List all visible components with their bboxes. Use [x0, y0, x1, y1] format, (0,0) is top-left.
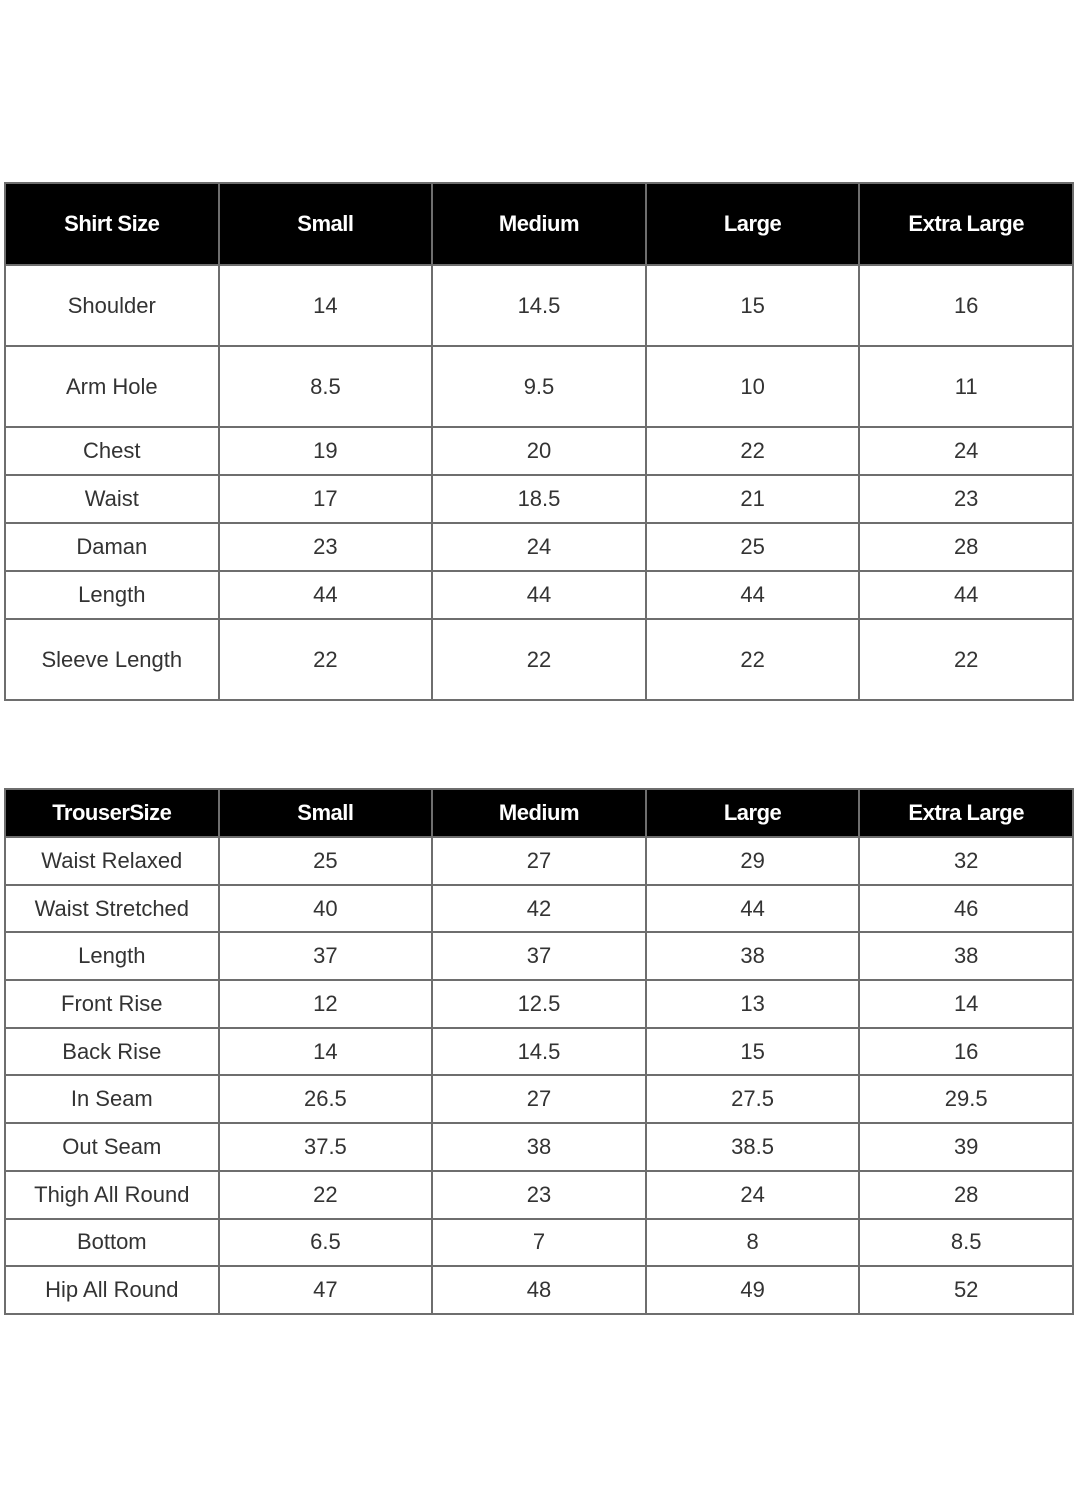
table-cell: 12: [219, 980, 433, 1028]
table-cell: 38: [646, 932, 860, 980]
table-cell: 18.5: [432, 475, 646, 523]
table-cell: 14: [219, 1028, 433, 1076]
table-cell: 37: [432, 932, 646, 980]
table-row: [5, 1028, 1073, 1076]
table-cell: 6.5: [219, 1219, 433, 1267]
table-cell: 38.5: [646, 1123, 860, 1171]
table-cell: 38: [859, 932, 1073, 980]
table-cell: 13: [646, 980, 860, 1028]
table-cell: 27: [432, 1075, 646, 1123]
table-cell: 37: [219, 932, 433, 980]
row-label: Daman: [5, 523, 219, 571]
row-label: Hip All Round: [5, 1266, 219, 1314]
table-cell: 27: [432, 837, 646, 885]
table-row: [5, 1171, 1073, 1219]
row-label: Length: [5, 932, 219, 980]
row-label: Waist Stretched: [5, 885, 219, 933]
table-row: [5, 1219, 1073, 1267]
row-label: In Seam: [5, 1075, 219, 1123]
table-cell: 37.5: [219, 1123, 433, 1171]
table-cell: 10: [646, 346, 860, 427]
table-cell: 24: [432, 523, 646, 571]
table-cell: 25: [219, 837, 433, 885]
table-cell: 15: [646, 1028, 860, 1076]
table-row: [5, 1075, 1073, 1123]
trouser-header-row: [5, 789, 1073, 837]
table-cell: 39: [859, 1123, 1073, 1171]
table-row: [5, 571, 1073, 619]
table-cell: 22: [646, 619, 860, 700]
row-label: Thigh All Round: [5, 1171, 219, 1219]
table-row: [5, 619, 1073, 700]
table-cell: 48: [432, 1266, 646, 1314]
row-label: Waist Relaxed: [5, 837, 219, 885]
table-cell: 47: [219, 1266, 433, 1314]
table-cell: 17: [219, 475, 433, 523]
table-cell: 44: [646, 885, 860, 933]
row-label: Back Rise: [5, 1028, 219, 1076]
shirt-header-extra-large: Extra Large: [859, 183, 1073, 265]
table-cell: 8: [646, 1219, 860, 1267]
table-cell: 12.5: [432, 980, 646, 1028]
shirt-size-table: [4, 182, 1074, 701]
table-cell: 23: [859, 475, 1073, 523]
table-cell: 20: [432, 427, 646, 475]
row-label: Chest: [5, 427, 219, 475]
table-cell: 27.5: [646, 1075, 860, 1123]
table-cell: 26.5: [219, 1075, 433, 1123]
table-cell: 22: [646, 427, 860, 475]
table-cell: 28: [859, 523, 1073, 571]
table-cell: 52: [859, 1266, 1073, 1314]
table-cell: 42: [432, 885, 646, 933]
trouser-header-extra-large: Extra Large: [859, 789, 1073, 837]
table-cell: 8.5: [859, 1219, 1073, 1267]
table-cell: 25: [646, 523, 860, 571]
table-cell: 14: [859, 980, 1073, 1028]
table-row: [5, 837, 1073, 885]
table-row: [5, 427, 1073, 475]
trouser-header-size: TrouserSize: [5, 789, 219, 837]
shirt-header-small: Small: [219, 183, 433, 265]
shirt-header-large: Large: [646, 183, 860, 265]
shirt-header-medium: Medium: [432, 183, 646, 265]
table-cell: 44: [646, 571, 860, 619]
table-cell: 32: [859, 837, 1073, 885]
row-label: Bottom: [5, 1219, 219, 1267]
table-row: [5, 1266, 1073, 1314]
table-cell: 14: [219, 265, 433, 346]
table-cell: 8.5: [219, 346, 433, 427]
table-cell: 49: [646, 1266, 860, 1314]
table-cell: 38: [432, 1123, 646, 1171]
table-cell: 46: [859, 885, 1073, 933]
trouser-header-medium: Medium: [432, 789, 646, 837]
table-cell: 22: [219, 1171, 433, 1219]
row-label: Front Rise: [5, 980, 219, 1028]
table-cell: 24: [646, 1171, 860, 1219]
table-cell: 40: [219, 885, 433, 933]
row-label: Length: [5, 571, 219, 619]
table-cell: 21: [646, 475, 860, 523]
table-cell: 44: [432, 571, 646, 619]
table-cell: 28: [859, 1171, 1073, 1219]
table-cell: 14.5: [432, 1028, 646, 1076]
table-cell: 23: [432, 1171, 646, 1219]
table-row: [5, 523, 1073, 571]
shirt-header-row: [5, 183, 1073, 265]
table-cell: 7: [432, 1219, 646, 1267]
table-cell: 29.5: [859, 1075, 1073, 1123]
table-cell: 11: [859, 346, 1073, 427]
row-label: Shoulder: [5, 265, 219, 346]
row-label: Sleeve Length: [5, 619, 219, 700]
table-cell: 22: [859, 619, 1073, 700]
row-label: Out Seam: [5, 1123, 219, 1171]
table-cell: 9.5: [432, 346, 646, 427]
table-cell: 15: [646, 265, 860, 346]
table-cell: 22: [432, 619, 646, 700]
table-cell: 44: [219, 571, 433, 619]
shirt-header-size: Shirt Size: [5, 183, 219, 265]
table-cell: 24: [859, 427, 1073, 475]
trouser-size-table: [4, 788, 1074, 1315]
trouser-header-small: Small: [219, 789, 433, 837]
table-row: [5, 475, 1073, 523]
table-cell: 16: [859, 1028, 1073, 1076]
table-row: [5, 265, 1073, 346]
table-cell: 22: [219, 619, 433, 700]
row-label: Waist: [5, 475, 219, 523]
trouser-header-large: Large: [646, 789, 860, 837]
row-label: Arm Hole: [5, 346, 219, 427]
table-cell: 29: [646, 837, 860, 885]
table-cell: 44: [859, 571, 1073, 619]
table-row: [5, 932, 1073, 980]
table-row: [5, 1123, 1073, 1171]
table-row: [5, 346, 1073, 427]
table-cell: 19: [219, 427, 433, 475]
table-cell: 16: [859, 265, 1073, 346]
table-row: [5, 885, 1073, 933]
table-row: [5, 980, 1073, 1028]
table-cell: 14.5: [432, 265, 646, 346]
table-cell: 23: [219, 523, 433, 571]
